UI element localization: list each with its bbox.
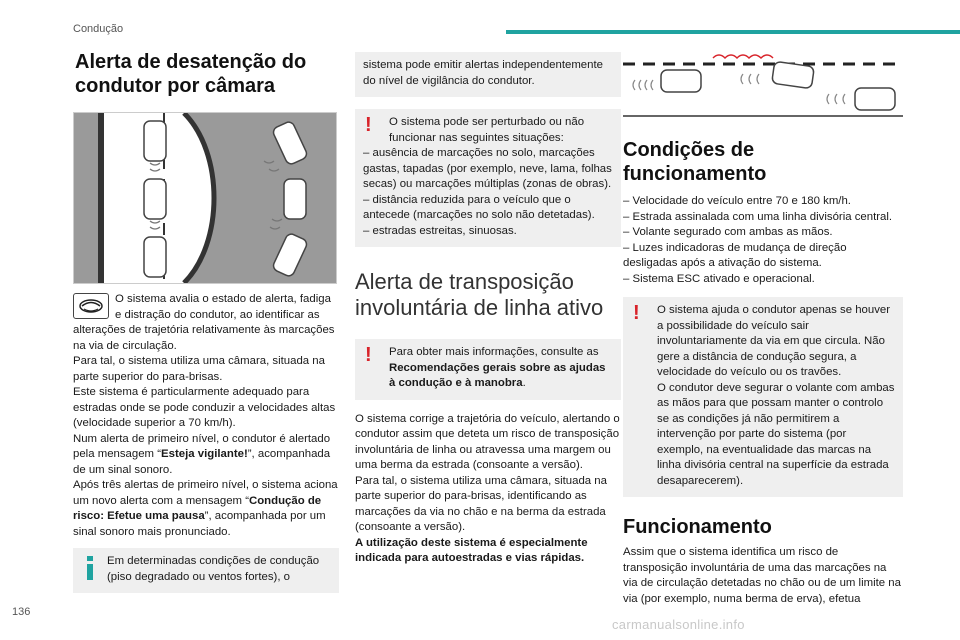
list-item: – Estrada assinalada com uma linha divisória central. xyxy=(623,210,893,223)
recommendations-link[interactable]: Recomendações gerais sobre as ajudas à condução e à manobra xyxy=(389,361,606,389)
column-3 xyxy=(623,50,903,607)
info-box-continued-text: sistema pode emitir alertas independentemente do nível de vigilância do condutor. xyxy=(363,59,603,87)
page-number: 136 xyxy=(12,606,31,618)
text-segment: ”, acompanhada por um sinal sonoro mais pronunciado. xyxy=(73,510,326,538)
text-segment: Para obter mais informações, consulte as xyxy=(389,346,599,358)
text-segment: Após três alertas de primeiro nível, o sistema aciona um novo alerta com a mensagem “ xyxy=(73,479,338,507)
alert-message-vigilant: Esteja vigilante! xyxy=(161,448,248,460)
text-segment: ”, acompanhada de um sinal sonoro. xyxy=(73,448,331,476)
warning-box-driver-responsibility xyxy=(623,297,903,497)
info-box-continued xyxy=(355,52,621,97)
alert-message-pause: Condução de risco: Efetue uma pausa xyxy=(73,494,322,522)
highway-note: A utilização deste sistema é especialmente indicada para autoestradas e vias rápidas. xyxy=(355,536,588,564)
attention-description xyxy=(73,292,339,354)
paragraph-roads: Este sistema é particularmente adequado para estradas onde se pode conduzir a velocidades altas (velocidade superior a 70 km/h). xyxy=(73,386,336,429)
section-heading-operating-conditions: Condições de funcionamento xyxy=(623,139,767,185)
list-item: – Luzes indicadoras de mudança de direção desligadas após a ativação do sistema. xyxy=(623,241,847,269)
warning-text: O sistema ajuda o condutor apenas se houver a possibilidade do veículo sair involuntariamente da via em que circula. Não gere a distância de condução segura, a velocidade do veículo ou os travões. xyxy=(657,304,891,378)
warning-icon: ! xyxy=(365,344,372,366)
list-item: – Velocidade do veículo entre 70 e 180 km/h. xyxy=(623,195,851,207)
warning-intro: O sistema pode ser perturbado ou não funcionar nas seguintes situações: xyxy=(389,116,585,144)
watermark: carmanualsonline.info xyxy=(612,617,745,632)
list-item: – Sistema ESC ativado e operacional. xyxy=(623,272,815,285)
list-item: – distância reduzida para o veículo que o antecede (marcações no solo não detetadas). xyxy=(363,193,595,221)
warning-text: O condutor deve segurar o volante com ambas as mãos para que possam manter o controlo se as condições já não permitirem a intervenção por parte do sistema (por exemplo, na eventualidade das marcas na linha divisória central na superfície da estrada desaparecerem). xyxy=(657,381,895,487)
info-icon xyxy=(85,556,95,580)
recommendations-text xyxy=(389,345,613,392)
section-heading-lane-keeping: Alerta de transposição involuntária de linha ativo xyxy=(355,269,604,320)
info-box-text: Em determinadas condições de condução (piso degradado ou ventos fortes), o xyxy=(107,555,320,583)
list-item: – Volante segurado com ambas as mãos. xyxy=(623,226,833,238)
section-heading-operation: Funcionamento xyxy=(623,516,772,538)
paragraph-highways xyxy=(355,536,621,567)
lane-correction-diagram xyxy=(623,50,903,122)
paragraph-second-level-alert xyxy=(73,478,339,540)
lane-drift-diagram xyxy=(74,113,336,283)
column-1 xyxy=(73,50,339,593)
section-heading-driver-attention: Alerta de desatenção do condutor por câmara xyxy=(75,51,307,97)
header-accent-bar xyxy=(506,30,960,34)
driver-attention-illustration xyxy=(73,112,337,284)
lane-correction-illustration xyxy=(623,50,903,122)
paragraph-camera: Para tal, o sistema utiliza uma câmara, situada na parte superior do para-brisas, identificando as marcações da via no chão e na berma da estrada (consoante a versão). xyxy=(355,474,607,533)
warning-icon: ! xyxy=(633,302,640,324)
paragraph-operation: Assim que o sistema identifica um risco de transposição involuntária de uma das marcações na via de circulação detetadas no chão ou de um limite na via (por exemplo, numa berma de erva), efetua xyxy=(623,546,901,605)
list-item: – ausência de marcações no solo, marcações gastas, tapadas (por exemplo, neve, lama, folhas secas) ou marcações múltiplas (zonas de obras). xyxy=(363,147,612,190)
attention-icon-text: O sistema avalia o estado de alerta, fadiga e distração do condutor, ao identificar as alterações de trajetória relativamente às marcações na via de circulação. xyxy=(73,293,335,352)
warning-box-limitations xyxy=(355,109,621,247)
warning-box-recommendations xyxy=(355,339,621,400)
text-segment: . xyxy=(522,377,526,389)
paragraph-first-level-alert xyxy=(73,432,339,479)
conditions-list xyxy=(623,194,903,287)
column-2 xyxy=(355,50,621,567)
list-item: – estradas estreitas, sinuosas. xyxy=(363,224,517,237)
chapter-title: Condução xyxy=(73,23,124,35)
paragraph-correction: O sistema corrige a trajetória do veículo, alertando o condutor assim que deteta um risco de transposição involuntária de linha ou atravessa uma margem ou uma berma da estrada (consoante a versão). xyxy=(355,412,620,471)
paragraph-camera: Para tal, o sistema utiliza uma câmara, situada na parte superior do para-brisas. xyxy=(73,355,325,383)
driver-attention-icon xyxy=(73,293,109,319)
text-segment: Num alerta de primeiro nível, o condutor é alertado pela mensagem “ xyxy=(73,432,331,460)
info-box-conditions xyxy=(73,548,339,593)
warning-icon: ! xyxy=(365,114,372,136)
